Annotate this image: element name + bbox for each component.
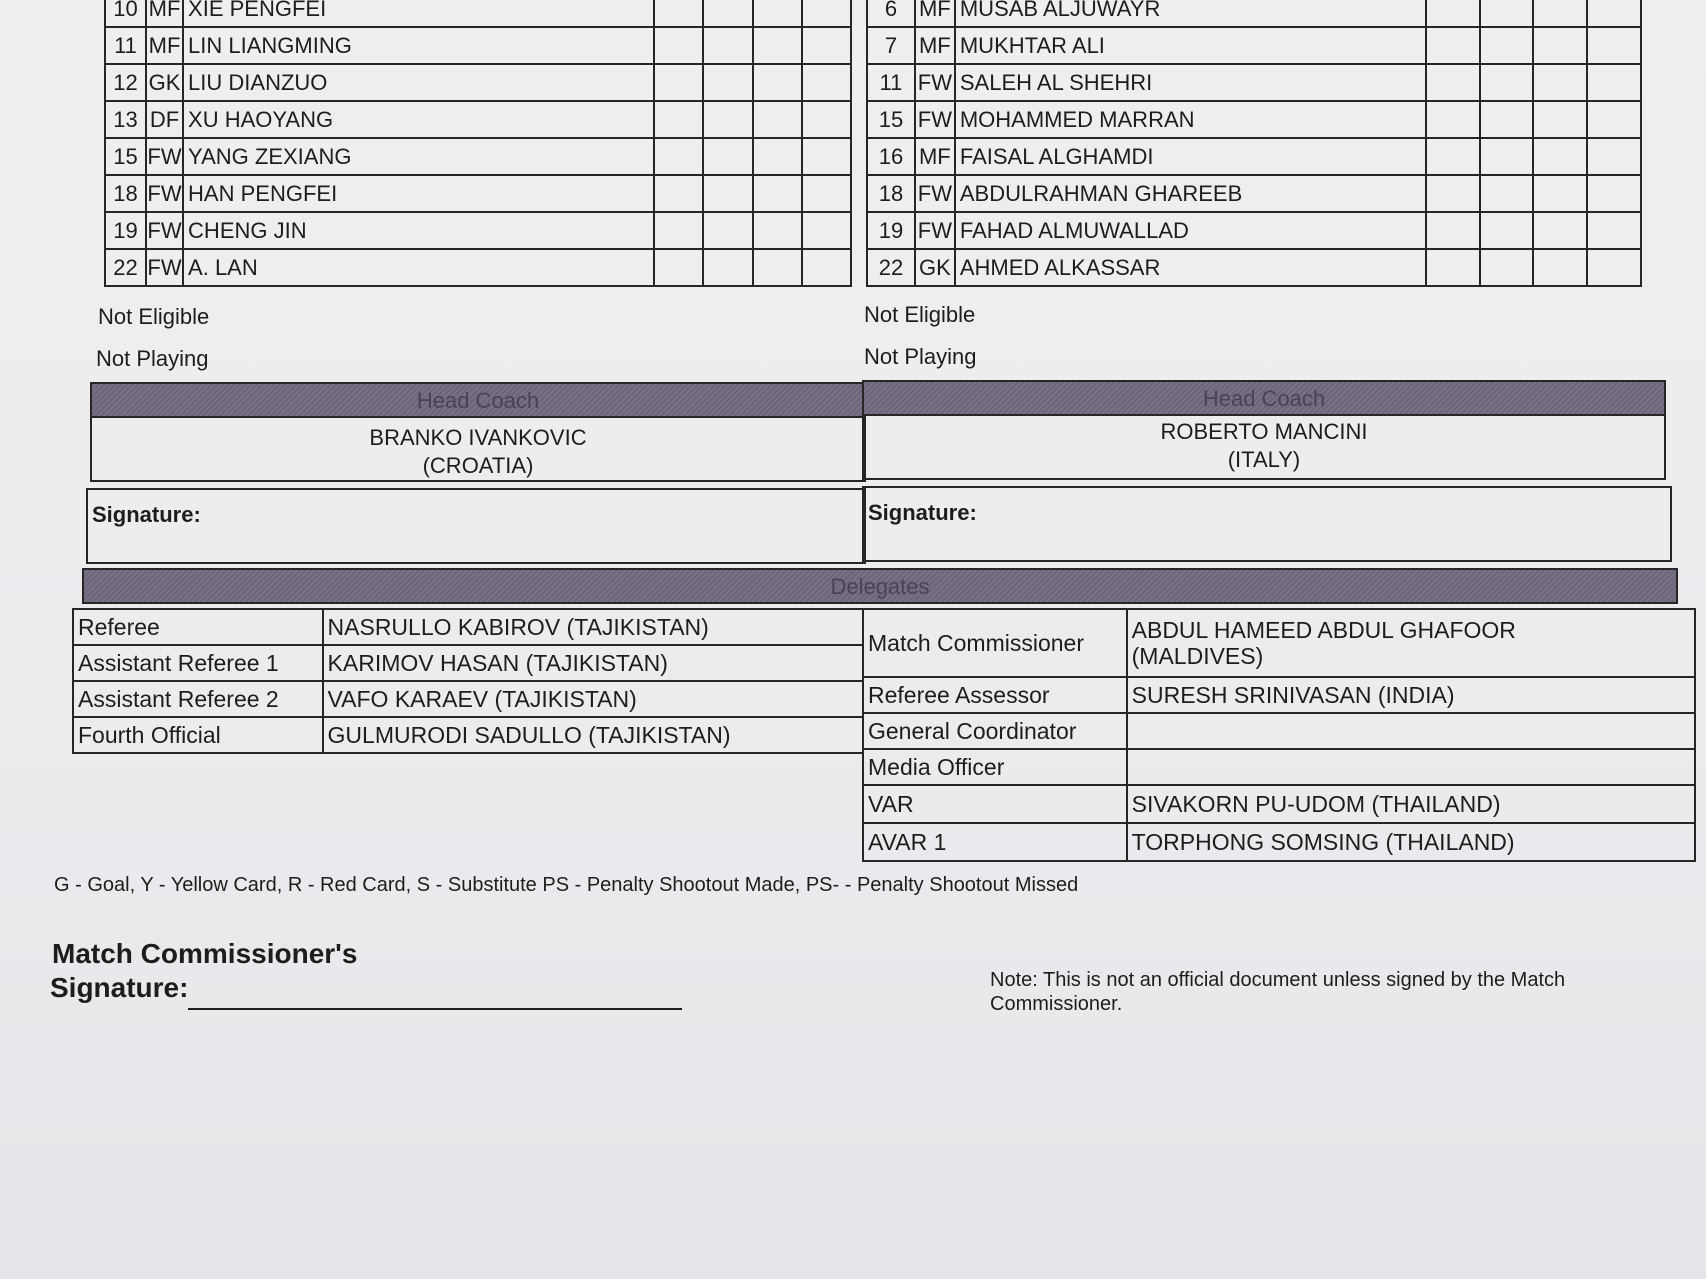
delegate-role: Assistant Referee 1 <box>73 645 323 681</box>
player-name: MUSAB ALJUWAYR <box>955 0 1426 27</box>
event-mark-cell[interactable] <box>1480 27 1534 64</box>
delegate-row <box>73 717 863 753</box>
delegate-row <box>73 609 863 645</box>
right-roster-row <box>867 138 1641 175</box>
event-mark-cell[interactable] <box>1426 249 1480 286</box>
delegate-name-cell <box>323 645 863 681</box>
delegate-role: Assistant Referee 2 <box>73 681 323 717</box>
player-number: 15 <box>105 138 146 175</box>
left-head-coach-box <box>90 382 866 482</box>
player-position: FW <box>146 212 183 249</box>
player-name: ABDULRAHMAN GHAREEB <box>955 175 1426 212</box>
right-not-playing: Not Playing <box>864 344 977 369</box>
event-mark-cell[interactable] <box>753 64 802 101</box>
delegates-right-table <box>862 608 1696 862</box>
right-roster-row <box>867 175 1641 212</box>
right-head-coach-box <box>862 380 1666 480</box>
player-number: 6 <box>867 0 915 27</box>
event-mark-cell[interactable] <box>1533 175 1587 212</box>
event-mark-cell[interactable] <box>1587 64 1641 101</box>
left-head-coach-header: Head Coach <box>92 384 864 418</box>
right-roster-table <box>866 0 1642 287</box>
player-position: MF <box>915 138 955 175</box>
event-mark-cell[interactable] <box>1533 249 1587 286</box>
delegate-name: VAFO KARAEV (TAJIKISTAN) <box>327 685 637 712</box>
player-name: A. LAN <box>183 249 654 286</box>
right-coach-name: ROBERTO MANCINI <box>1160 419 1368 444</box>
event-mark-cell[interactable] <box>802 0 851 27</box>
legend-text: G - Goal, Y - Yellow Card, R - Red Card, S - Substitute PS - Penalty Shootout Made, PS- - Penalty Shootout Missed <box>54 874 1079 896</box>
delegate-name-line2: (MALDIVES) <box>1131 643 1264 669</box>
delegate-name-cell <box>1127 609 1695 677</box>
player-number: 7 <box>867 27 915 64</box>
event-mark-cell[interactable] <box>1587 249 1641 286</box>
left-roster-table <box>104 0 852 287</box>
player-name: AHMED ALKASSAR <box>955 249 1426 286</box>
event-mark-cell[interactable] <box>802 64 851 101</box>
event-mark-cell[interactable] <box>753 249 802 286</box>
player-position: FW <box>915 64 955 101</box>
event-mark-cell[interactable] <box>802 27 851 64</box>
event-mark-cell[interactable] <box>1426 0 1480 27</box>
player-position: FW <box>146 175 183 212</box>
event-mark-cell[interactable] <box>1480 249 1534 286</box>
event-mark-cell[interactable] <box>703 0 752 27</box>
event-mark-cell[interactable] <box>703 101 752 138</box>
event-mark-cell[interactable] <box>1533 0 1587 27</box>
event-mark-cell[interactable] <box>1480 138 1534 175</box>
player-name: FAISAL ALGHAMDI <box>955 138 1426 175</box>
event-mark-cell[interactable] <box>802 175 851 212</box>
player-number: 13 <box>105 101 146 138</box>
delegate-name: KARIMOV HASAN (TAJIKISTAN) <box>327 649 668 676</box>
event-mark-cell[interactable] <box>1480 0 1534 27</box>
event-mark-cell[interactable] <box>1533 64 1587 101</box>
player-name: LIU DIANZUO <box>183 64 654 101</box>
delegate-role: VAR <box>863 785 1127 823</box>
delegate-row <box>863 677 1695 713</box>
player-position: MF <box>915 27 955 64</box>
event-mark-cell[interactable] <box>753 175 802 212</box>
player-position: FW <box>915 101 955 138</box>
delegate-name-cell <box>323 609 863 645</box>
right-head-coach-header: Head Coach <box>864 382 1664 416</box>
player-number: 10 <box>105 0 146 27</box>
right-coach-country: (ITALY) <box>1227 447 1301 472</box>
event-mark-cell[interactable] <box>654 27 703 64</box>
player-name: MUKHTAR ALI <box>955 27 1426 64</box>
event-mark-cell[interactable] <box>703 138 752 175</box>
delegate-row <box>863 823 1695 861</box>
event-mark-cell[interactable] <box>1587 101 1641 138</box>
event-mark-cell[interactable] <box>1480 64 1534 101</box>
player-position: MF <box>146 0 183 27</box>
player-name: LIN LIANGMING <box>183 27 654 64</box>
event-mark-cell[interactable] <box>802 101 851 138</box>
event-mark-cell[interactable] <box>802 138 851 175</box>
match-commissioner-signature-label: Signature: <box>50 972 189 1003</box>
event-mark-cell[interactable] <box>1426 138 1480 175</box>
event-mark-cell[interactable] <box>753 138 802 175</box>
player-number: 22 <box>105 249 146 286</box>
event-mark-cell[interactable] <box>1533 212 1587 249</box>
delegate-name: SURESH SRINIVASAN (INDIA) <box>1131 681 1455 708</box>
event-mark-cell[interactable] <box>1426 175 1480 212</box>
event-mark-cell[interactable] <box>654 138 703 175</box>
player-name: XU HAOYANG <box>183 101 654 138</box>
player-position: FW <box>915 212 955 249</box>
left-roster-row <box>105 175 851 212</box>
delegate-name: SIVAKORN PU-UDOM (THAILAND) <box>1131 790 1501 817</box>
event-mark-cell[interactable] <box>654 212 703 249</box>
right-roster-row <box>867 64 1641 101</box>
event-mark-cell[interactable] <box>1480 175 1534 212</box>
player-number: 15 <box>867 101 915 138</box>
left-roster-row <box>105 27 851 64</box>
delegate-name-cell <box>323 717 863 753</box>
event-mark-cell[interactable] <box>753 101 802 138</box>
event-mark-cell[interactable] <box>654 101 703 138</box>
event-mark-cell[interactable] <box>703 249 752 286</box>
right-not-eligible: Not Eligible <box>864 302 976 327</box>
player-number: 22 <box>867 249 915 286</box>
player-number: 12 <box>105 64 146 101</box>
right-coach-name-block <box>864 416 1664 474</box>
delegate-name-cell <box>1127 785 1695 823</box>
event-mark-cell[interactable] <box>703 64 752 101</box>
delegate-row <box>73 681 863 717</box>
right-roster-row <box>867 212 1641 249</box>
right-roster-row <box>867 27 1641 64</box>
right-signature-label: Signature: <box>868 500 977 525</box>
player-name: XIE PENGFEI <box>183 0 654 27</box>
player-number: 18 <box>105 175 146 212</box>
event-mark-cell[interactable] <box>1533 101 1587 138</box>
delegates-header: Delegates <box>82 568 1678 604</box>
event-mark-cell[interactable] <box>802 249 851 286</box>
event-mark-cell[interactable] <box>1480 101 1534 138</box>
player-position: MF <box>146 27 183 64</box>
player-position: FW <box>146 138 183 175</box>
player-name: MOHAMMED MARRAN <box>955 101 1426 138</box>
event-mark-cell[interactable] <box>1426 27 1480 64</box>
player-number: 19 <box>105 212 146 249</box>
delegates-left-table <box>72 608 864 754</box>
delegate-name-cell <box>323 681 863 717</box>
event-mark-cell[interactable] <box>654 249 703 286</box>
delegate-name: TORPHONG SOMSING (THAILAND) <box>1131 828 1515 855</box>
delegate-name-cell <box>1127 677 1695 713</box>
event-mark-cell[interactable] <box>802 212 851 249</box>
event-mark-cell[interactable] <box>703 27 752 64</box>
delegate-name: ABDUL HAMEED ABDUL GHAFOOR <box>1131 616 1516 643</box>
right-signature-box[interactable] <box>862 486 1672 562</box>
event-mark-cell[interactable] <box>703 175 752 212</box>
event-mark-cell[interactable] <box>753 0 802 27</box>
delegate-row <box>863 713 1695 749</box>
event-mark-cell[interactable] <box>1426 64 1480 101</box>
player-number: 16 <box>867 138 915 175</box>
match-commissioner-signature-line[interactable] <box>188 1008 682 1010</box>
event-mark-cell[interactable] <box>1587 138 1641 175</box>
event-mark-cell[interactable] <box>1426 101 1480 138</box>
player-name: YANG ZEXIANG <box>183 138 654 175</box>
player-position: GK <box>146 64 183 101</box>
event-mark-cell[interactable] <box>654 0 703 27</box>
player-position: MF <box>915 0 955 27</box>
player-name: HAN PENGFEI <box>183 175 654 212</box>
delegate-row <box>863 785 1695 823</box>
event-mark-cell[interactable] <box>1426 212 1480 249</box>
delegate-role: Fourth Official <box>73 717 323 753</box>
event-mark-cell[interactable] <box>1587 212 1641 249</box>
event-mark-cell[interactable] <box>654 64 703 101</box>
left-coach-name-block <box>92 418 864 480</box>
left-signature-label: Signature: <box>92 502 201 527</box>
delegate-name: NASRULLO KABIROV (TAJIKISTAN) <box>327 613 709 640</box>
left-roster-row <box>105 0 851 27</box>
delegate-row <box>863 749 1695 785</box>
player-position: DF <box>146 101 183 138</box>
delegate-role: General Coordinator <box>863 713 1127 749</box>
left-coach-name: BRANKO IVANKOVIC <box>369 425 587 450</box>
event-mark-cell[interactable] <box>1480 212 1534 249</box>
event-mark-cell[interactable] <box>753 27 802 64</box>
left-not-eligible: Not Eligible <box>98 304 210 329</box>
delegate-role: Referee <box>73 609 323 645</box>
delegate-name-cell <box>1127 749 1695 785</box>
event-mark-cell[interactable] <box>703 212 752 249</box>
right-roster-row <box>867 101 1641 138</box>
player-number: 11 <box>105 27 146 64</box>
match-commissioner-signature-title: Match Commissioner's <box>52 938 358 969</box>
right-roster-row <box>867 249 1641 286</box>
event-mark-cell[interactable] <box>1533 138 1587 175</box>
player-number: 19 <box>867 212 915 249</box>
delegate-name-cell <box>1127 713 1695 749</box>
player-name: CHENG JIN <box>183 212 654 249</box>
player-number: 18 <box>867 175 915 212</box>
event-mark-cell[interactable] <box>654 175 703 212</box>
player-name: FAHAD ALMUWALLAD <box>955 212 1426 249</box>
event-mark-cell[interactable] <box>753 212 802 249</box>
left-roster-row <box>105 138 851 175</box>
event-mark-cell[interactable] <box>1587 175 1641 212</box>
delegate-role: Match Commissioner <box>863 609 1127 677</box>
event-mark-cell[interactable] <box>1587 0 1641 27</box>
left-roster-row <box>105 212 851 249</box>
delegate-row <box>863 609 1695 677</box>
player-position: GK <box>915 249 955 286</box>
player-position: FW <box>915 175 955 212</box>
left-roster-row <box>105 101 851 138</box>
left-roster-row <box>105 249 851 286</box>
right-roster-row <box>867 0 1641 27</box>
player-name: SALEH AL SHEHRI <box>955 64 1426 101</box>
delegate-role: Referee Assessor <box>863 677 1127 713</box>
player-position: FW <box>146 249 183 286</box>
delegate-role: Media Officer <box>863 749 1127 785</box>
left-coach-country: (CROATIA) <box>422 453 534 478</box>
delegate-role: AVAR 1 <box>863 823 1127 861</box>
left-not-playing: Not Playing <box>96 346 209 371</box>
delegate-name-cell <box>1127 823 1695 861</box>
event-mark-cell[interactable] <box>1533 27 1587 64</box>
official-document-note: Note: This is not an official document unless signed by the Match Commissioner. <box>990 969 1566 1015</box>
player-number: 11 <box>867 64 915 101</box>
left-signature-box[interactable] <box>86 488 866 564</box>
event-mark-cell[interactable] <box>1587 27 1641 64</box>
delegate-name: GULMURODI SADULLO (TAJIKISTAN) <box>327 721 731 748</box>
left-roster-row <box>105 64 851 101</box>
delegate-row <box>73 645 863 681</box>
